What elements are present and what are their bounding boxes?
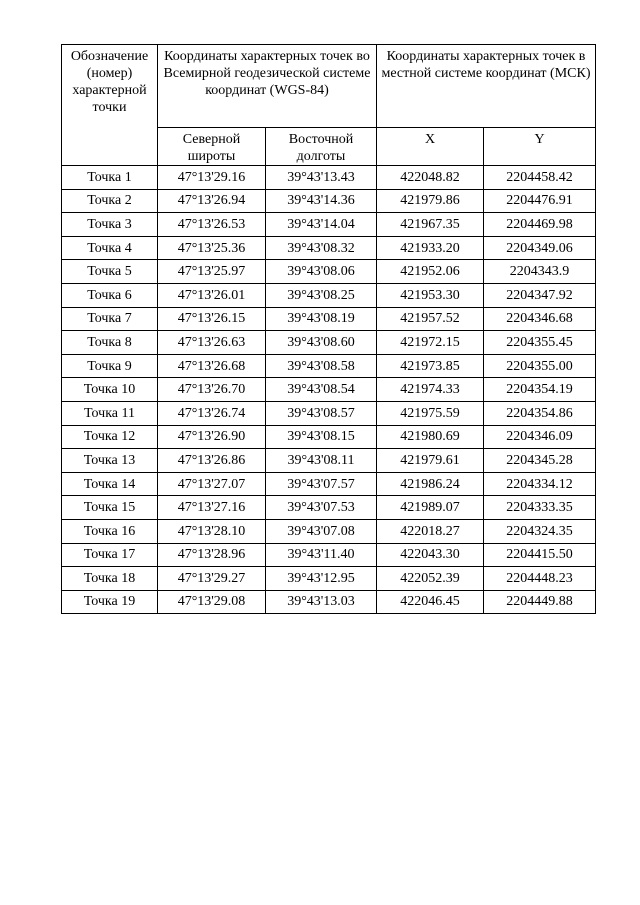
cell-y: 2204449.88	[484, 590, 596, 614]
cell-point: Точка 6	[62, 283, 158, 307]
table-row	[62, 543, 596, 567]
cell-x: 421979.86	[377, 189, 484, 213]
cell-x: 421979.61	[377, 449, 484, 473]
cell-longitude: 39°43'08.54	[266, 378, 377, 402]
cell-longitude: 39°43'07.53	[266, 496, 377, 520]
cell-x: 421989.07	[377, 496, 484, 520]
cell-point: Точка 4	[62, 236, 158, 260]
cell-y: 2204448.23	[484, 567, 596, 591]
cell-latitude: 47°13'26.63	[158, 331, 266, 355]
cell-longitude: 39°43'08.15	[266, 425, 377, 449]
cell-x: 421974.33	[377, 378, 484, 402]
table-row	[62, 307, 596, 331]
cell-x: 422018.27	[377, 519, 484, 543]
cell-x: 421980.69	[377, 425, 484, 449]
cell-latitude: 47°13'27.07	[158, 472, 266, 496]
header-y: Y	[484, 128, 596, 166]
cell-latitude: 47°13'29.16	[158, 166, 266, 190]
cell-x: 421953.30	[377, 283, 484, 307]
cell-y: 2204346.68	[484, 307, 596, 331]
cell-longitude: 39°43'13.03	[266, 590, 377, 614]
cell-point: Точка 10	[62, 378, 158, 402]
cell-longitude: 39°43'07.08	[266, 519, 377, 543]
cell-longitude: 39°43'14.04	[266, 213, 377, 237]
cell-y: 2204334.12	[484, 472, 596, 496]
cell-point: Точка 15	[62, 496, 158, 520]
cell-x: 421986.24	[377, 472, 484, 496]
table-row	[62, 260, 596, 284]
cell-point: Точка 14	[62, 472, 158, 496]
cell-longitude: 39°43'07.57	[266, 472, 377, 496]
table-row	[62, 283, 596, 307]
cell-longitude: 39°43'08.57	[266, 401, 377, 425]
cell-point: Точка 18	[62, 567, 158, 591]
cell-point: Точка 7	[62, 307, 158, 331]
header-msk-group: Координаты характерных точек в местной системе координат (МСК)	[377, 45, 596, 128]
cell-point: Точка 13	[62, 449, 158, 473]
cell-longitude: 39°43'08.25	[266, 283, 377, 307]
table-row	[62, 213, 596, 237]
cell-point: Точка 12	[62, 425, 158, 449]
cell-latitude: 47°13'28.10	[158, 519, 266, 543]
table-row	[62, 166, 596, 190]
cell-y: 2204354.86	[484, 401, 596, 425]
cell-point: Точка 16	[62, 519, 158, 543]
cell-y: 2204349.06	[484, 236, 596, 260]
cell-x: 422048.82	[377, 166, 484, 190]
header-east-longitude: Восточной долготы	[266, 128, 377, 166]
cell-point: Точка 1	[62, 166, 158, 190]
cell-latitude: 47°13'26.90	[158, 425, 266, 449]
cell-longitude: 39°43'08.58	[266, 354, 377, 378]
cell-latitude: 47°13'26.15	[158, 307, 266, 331]
cell-longitude: 39°43'08.19	[266, 307, 377, 331]
cell-point: Точка 5	[62, 260, 158, 284]
table-row	[62, 401, 596, 425]
cell-latitude: 47°13'26.86	[158, 449, 266, 473]
cell-latitude: 47°13'28.96	[158, 543, 266, 567]
header-row-1	[62, 45, 596, 128]
cell-y: 2204354.19	[484, 378, 596, 402]
table-header	[62, 45, 596, 166]
cell-y: 2204355.00	[484, 354, 596, 378]
table-row	[62, 378, 596, 402]
cell-point: Точка 11	[62, 401, 158, 425]
table-row	[62, 472, 596, 496]
table-row	[62, 425, 596, 449]
cell-point: Точка 9	[62, 354, 158, 378]
table-row	[62, 331, 596, 355]
cell-longitude: 39°43'11.40	[266, 543, 377, 567]
cell-y: 2204469.98	[484, 213, 596, 237]
cell-latitude: 47°13'29.08	[158, 590, 266, 614]
cell-latitude: 47°13'26.68	[158, 354, 266, 378]
table-row	[62, 590, 596, 614]
table-row	[62, 354, 596, 378]
cell-latitude: 47°13'29.27	[158, 567, 266, 591]
cell-y: 2204458.42	[484, 166, 596, 190]
cell-point: Точка 8	[62, 331, 158, 355]
cell-point: Точка 2	[62, 189, 158, 213]
cell-x: 421952.06	[377, 260, 484, 284]
cell-x: 421975.59	[377, 401, 484, 425]
cell-y: 2204333.35	[484, 496, 596, 520]
table-body	[62, 166, 596, 614]
cell-point: Точка 3	[62, 213, 158, 237]
cell-latitude: 47°13'25.36	[158, 236, 266, 260]
cell-x: 422043.30	[377, 543, 484, 567]
header-wgs-group: Координаты характерных точек во Всемирной геодезической системе координат (WGS-84)	[158, 45, 377, 128]
cell-longitude: 39°43'14.36	[266, 189, 377, 213]
cell-longitude: 39°43'08.60	[266, 331, 377, 355]
cell-latitude: 47°13'26.70	[158, 378, 266, 402]
cell-longitude: 39°43'08.11	[266, 449, 377, 473]
table-row	[62, 189, 596, 213]
table-row	[62, 496, 596, 520]
cell-y: 2204346.09	[484, 425, 596, 449]
cell-latitude: 47°13'26.53	[158, 213, 266, 237]
cell-x: 421967.35	[377, 213, 484, 237]
cell-latitude: 47°13'27.16	[158, 496, 266, 520]
cell-longitude: 39°43'12.95	[266, 567, 377, 591]
header-point-designation: Обозначение (номер) характерной точки	[62, 45, 158, 166]
cell-longitude: 39°43'08.32	[266, 236, 377, 260]
cell-x: 421973.85	[377, 354, 484, 378]
table-row	[62, 236, 596, 260]
cell-latitude: 47°13'26.01	[158, 283, 266, 307]
cell-x: 421933.20	[377, 236, 484, 260]
cell-x: 421972.15	[377, 331, 484, 355]
cell-x: 421957.52	[377, 307, 484, 331]
cell-point: Точка 19	[62, 590, 158, 614]
cell-y: 2204324.35	[484, 519, 596, 543]
cell-latitude: 47°13'26.74	[158, 401, 266, 425]
cell-y: 2204345.28	[484, 449, 596, 473]
cell-y: 2204415.50	[484, 543, 596, 567]
header-north-latitude: Северной широты	[158, 128, 266, 166]
cell-point: Точка 17	[62, 543, 158, 567]
cell-y: 2204347.92	[484, 283, 596, 307]
cell-y: 2204343.9	[484, 260, 596, 284]
table-row	[62, 567, 596, 591]
table-row	[62, 519, 596, 543]
cell-longitude: 39°43'13.43	[266, 166, 377, 190]
header-x: X	[377, 128, 484, 166]
table-row	[62, 449, 596, 473]
cell-x: 422046.45	[377, 590, 484, 614]
coordinates-table	[61, 44, 596, 614]
cell-longitude: 39°43'08.06	[266, 260, 377, 284]
cell-y: 2204476.91	[484, 189, 596, 213]
cell-x: 422052.39	[377, 567, 484, 591]
cell-y: 2204355.45	[484, 331, 596, 355]
cell-latitude: 47°13'26.94	[158, 189, 266, 213]
cell-latitude: 47°13'25.97	[158, 260, 266, 284]
